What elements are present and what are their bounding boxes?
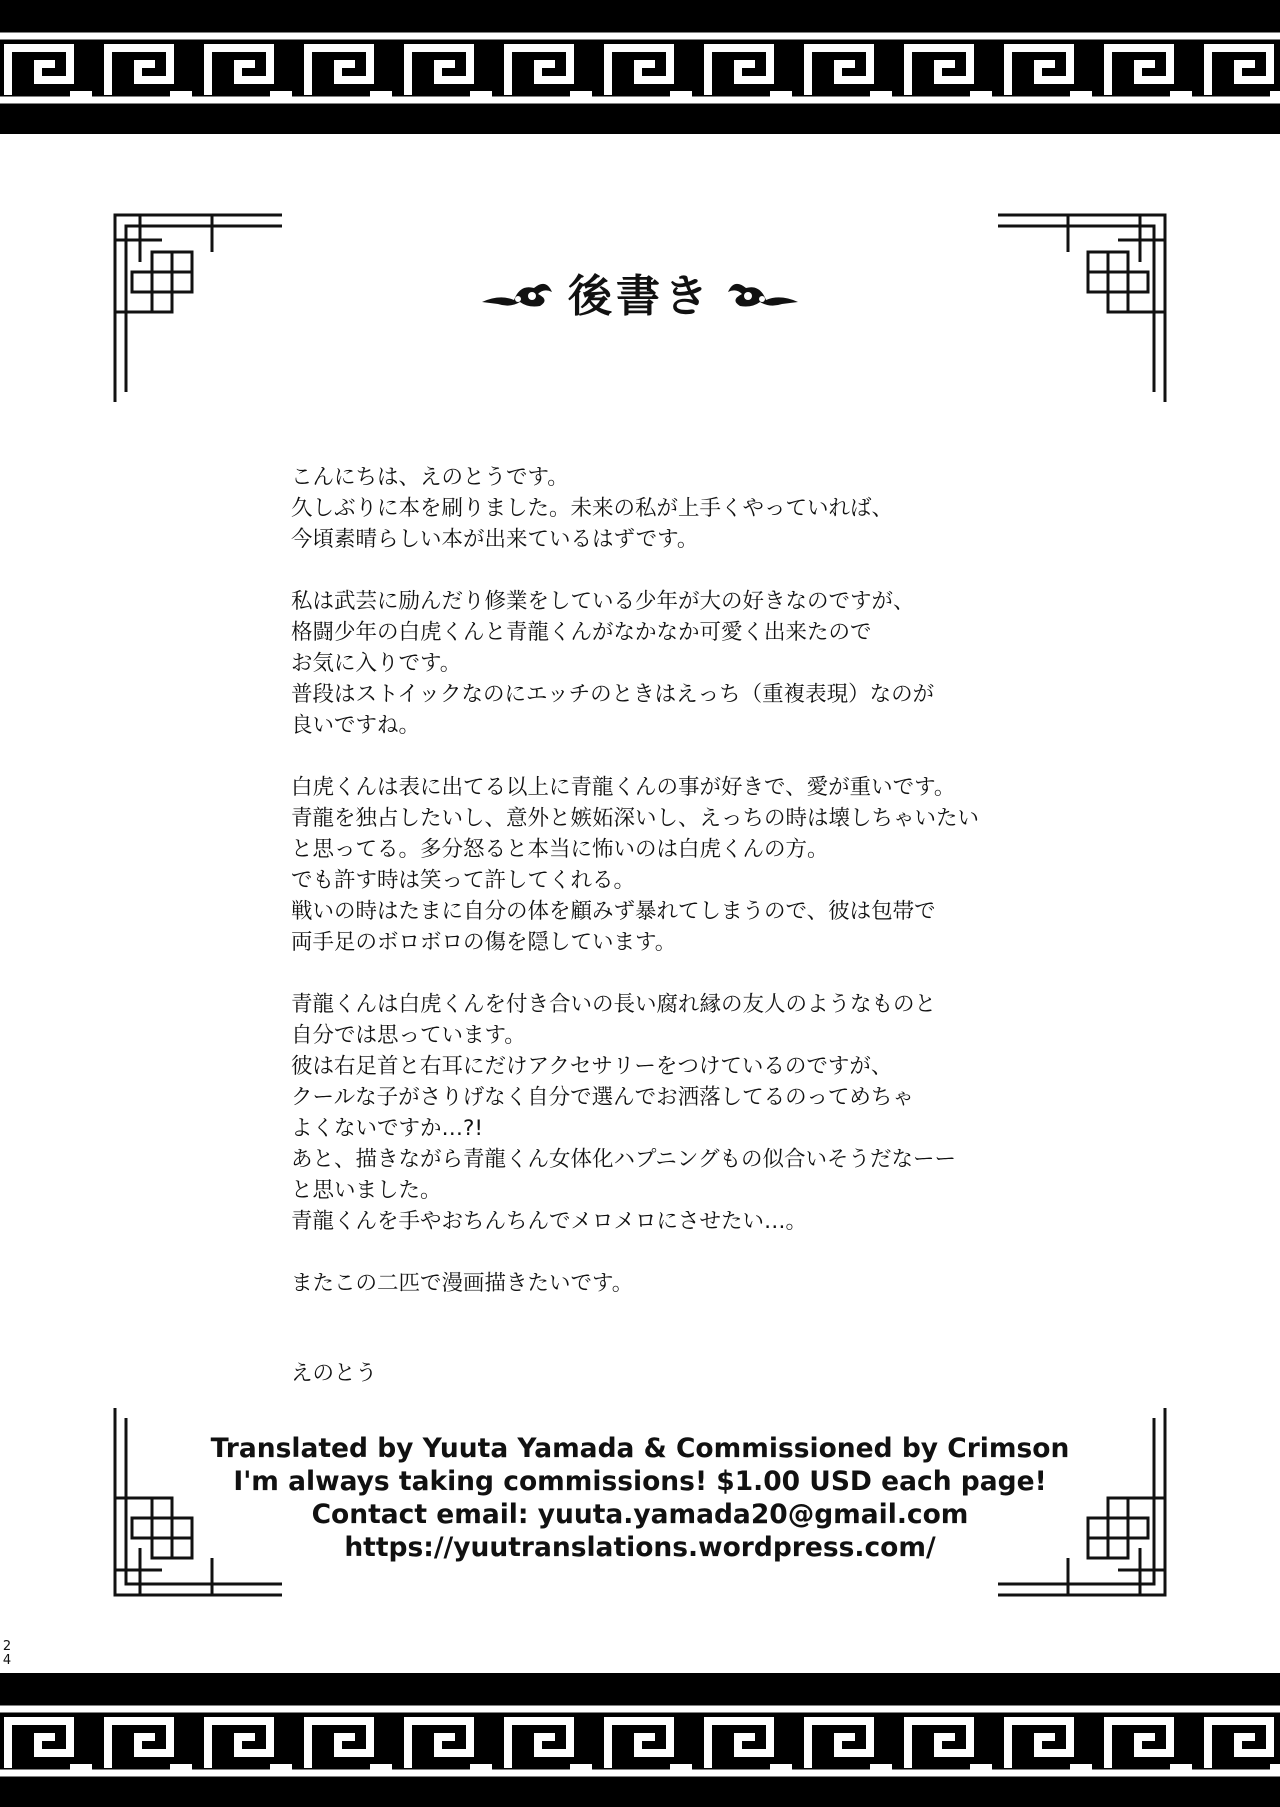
text-line: 両手足のボロボロの傷を隠しています。 — [291, 930, 677, 955]
text-line: 戦いの時はたまに自分の体を顧みず暴れてしまうので、彼は包帯で — [291, 899, 936, 924]
paragraph — [291, 586, 1051, 741]
translation-credits — [150, 1432, 1130, 1564]
greek-key-icon — [0, 0, 1280, 134]
text-line: 青龍を独占したいし、意外と嫉妬深いし、えっちの時は壊しちゃいたい — [291, 806, 980, 831]
paragraph — [291, 462, 1051, 555]
text-line: と思ってる。多分怒ると本当に怖いのは白虎くんの方。 — [291, 837, 829, 862]
text-line: 今頃素晴らしい本が出来ているはずです。 — [291, 527, 699, 552]
text-line: 青龍くんは白虎くんを付き合いの長い腐れ縁の友人のようなものと — [291, 992, 937, 1017]
page-number-digit: 2 — [2, 1639, 12, 1654]
paragraph — [291, 772, 1051, 958]
text-line: 格闘少年の白虎くんと青龍くんがなかなか可愛く出来たので — [291, 620, 872, 645]
page-number-digit: 4 — [2, 1653, 12, 1668]
text-line: 久しぶりに本を刷りました。未来の私が上手くやっていれば、 — [291, 496, 894, 521]
text-line: 白虎くんは表に出てる以上に青龍くんの事が好きで、愛が重いです。 — [291, 775, 956, 800]
text-line: またこの二匹で漫画描きたいです。 — [291, 1271, 634, 1296]
paragraph — [291, 1268, 1051, 1299]
credit-translator: Translated by Yuuta Yamada & Commissioned by Crimson — [210, 1433, 1070, 1464]
text-line: あと、描きながら青龍くん女体化ハプニングもの似合いそうだなーー — [291, 1147, 956, 1172]
text-line: と思いました。 — [291, 1178, 442, 1203]
text-line: 青龍くんを手やおちんちんでメロメロにさせたい…。 — [291, 1209, 808, 1234]
text-line: 私は武芸に励んだり修業をしている少年が大の好きなのですが、 — [291, 589, 915, 614]
page-title: 後書き — [568, 271, 712, 322]
footer-band — [0, 1673, 1280, 1807]
text-line: よくないですか…?! — [291, 1116, 484, 1141]
text-line: お気に入りです。 — [291, 651, 462, 676]
auspicious-cloud-icon — [726, 272, 800, 312]
credit-email: Contact email: yuuta.yamada20@gmail.com — [311, 1499, 969, 1530]
text-line: こんにちは、えのとうです。 — [291, 465, 569, 490]
title-block — [0, 262, 1280, 322]
page-number — [1, 1640, 13, 1668]
text-line: 普段はストイックなのにエッチのときはえっち（重複表現）なのが — [291, 682, 935, 707]
text-line: でも許す時は笑って許してくれる。 — [291, 868, 636, 893]
auspicious-cloud-icon — [480, 272, 554, 312]
greek-key-icon — [0, 1673, 1280, 1807]
text-line: クールな子がさりげなく自分で選んでお洒落してるのってめちゃ — [291, 1085, 914, 1110]
signature: えのとう — [291, 1361, 378, 1386]
afterword-body — [291, 462, 1051, 1330]
credit-website: https://yuutranslations.wordpress.com/ — [344, 1532, 936, 1563]
header-band — [0, 0, 1280, 134]
paragraph — [291, 989, 1051, 1237]
text-line: 彼は右足首と右耳にだけアクセサリーをつけているのですが、 — [291, 1054, 893, 1079]
text-line: 自分では思っています。 — [291, 1023, 526, 1048]
credit-commissions: I'm always taking commissions! $1.00 USD each page! — [233, 1466, 1047, 1497]
text-line: 良いですね。 — [291, 713, 421, 738]
